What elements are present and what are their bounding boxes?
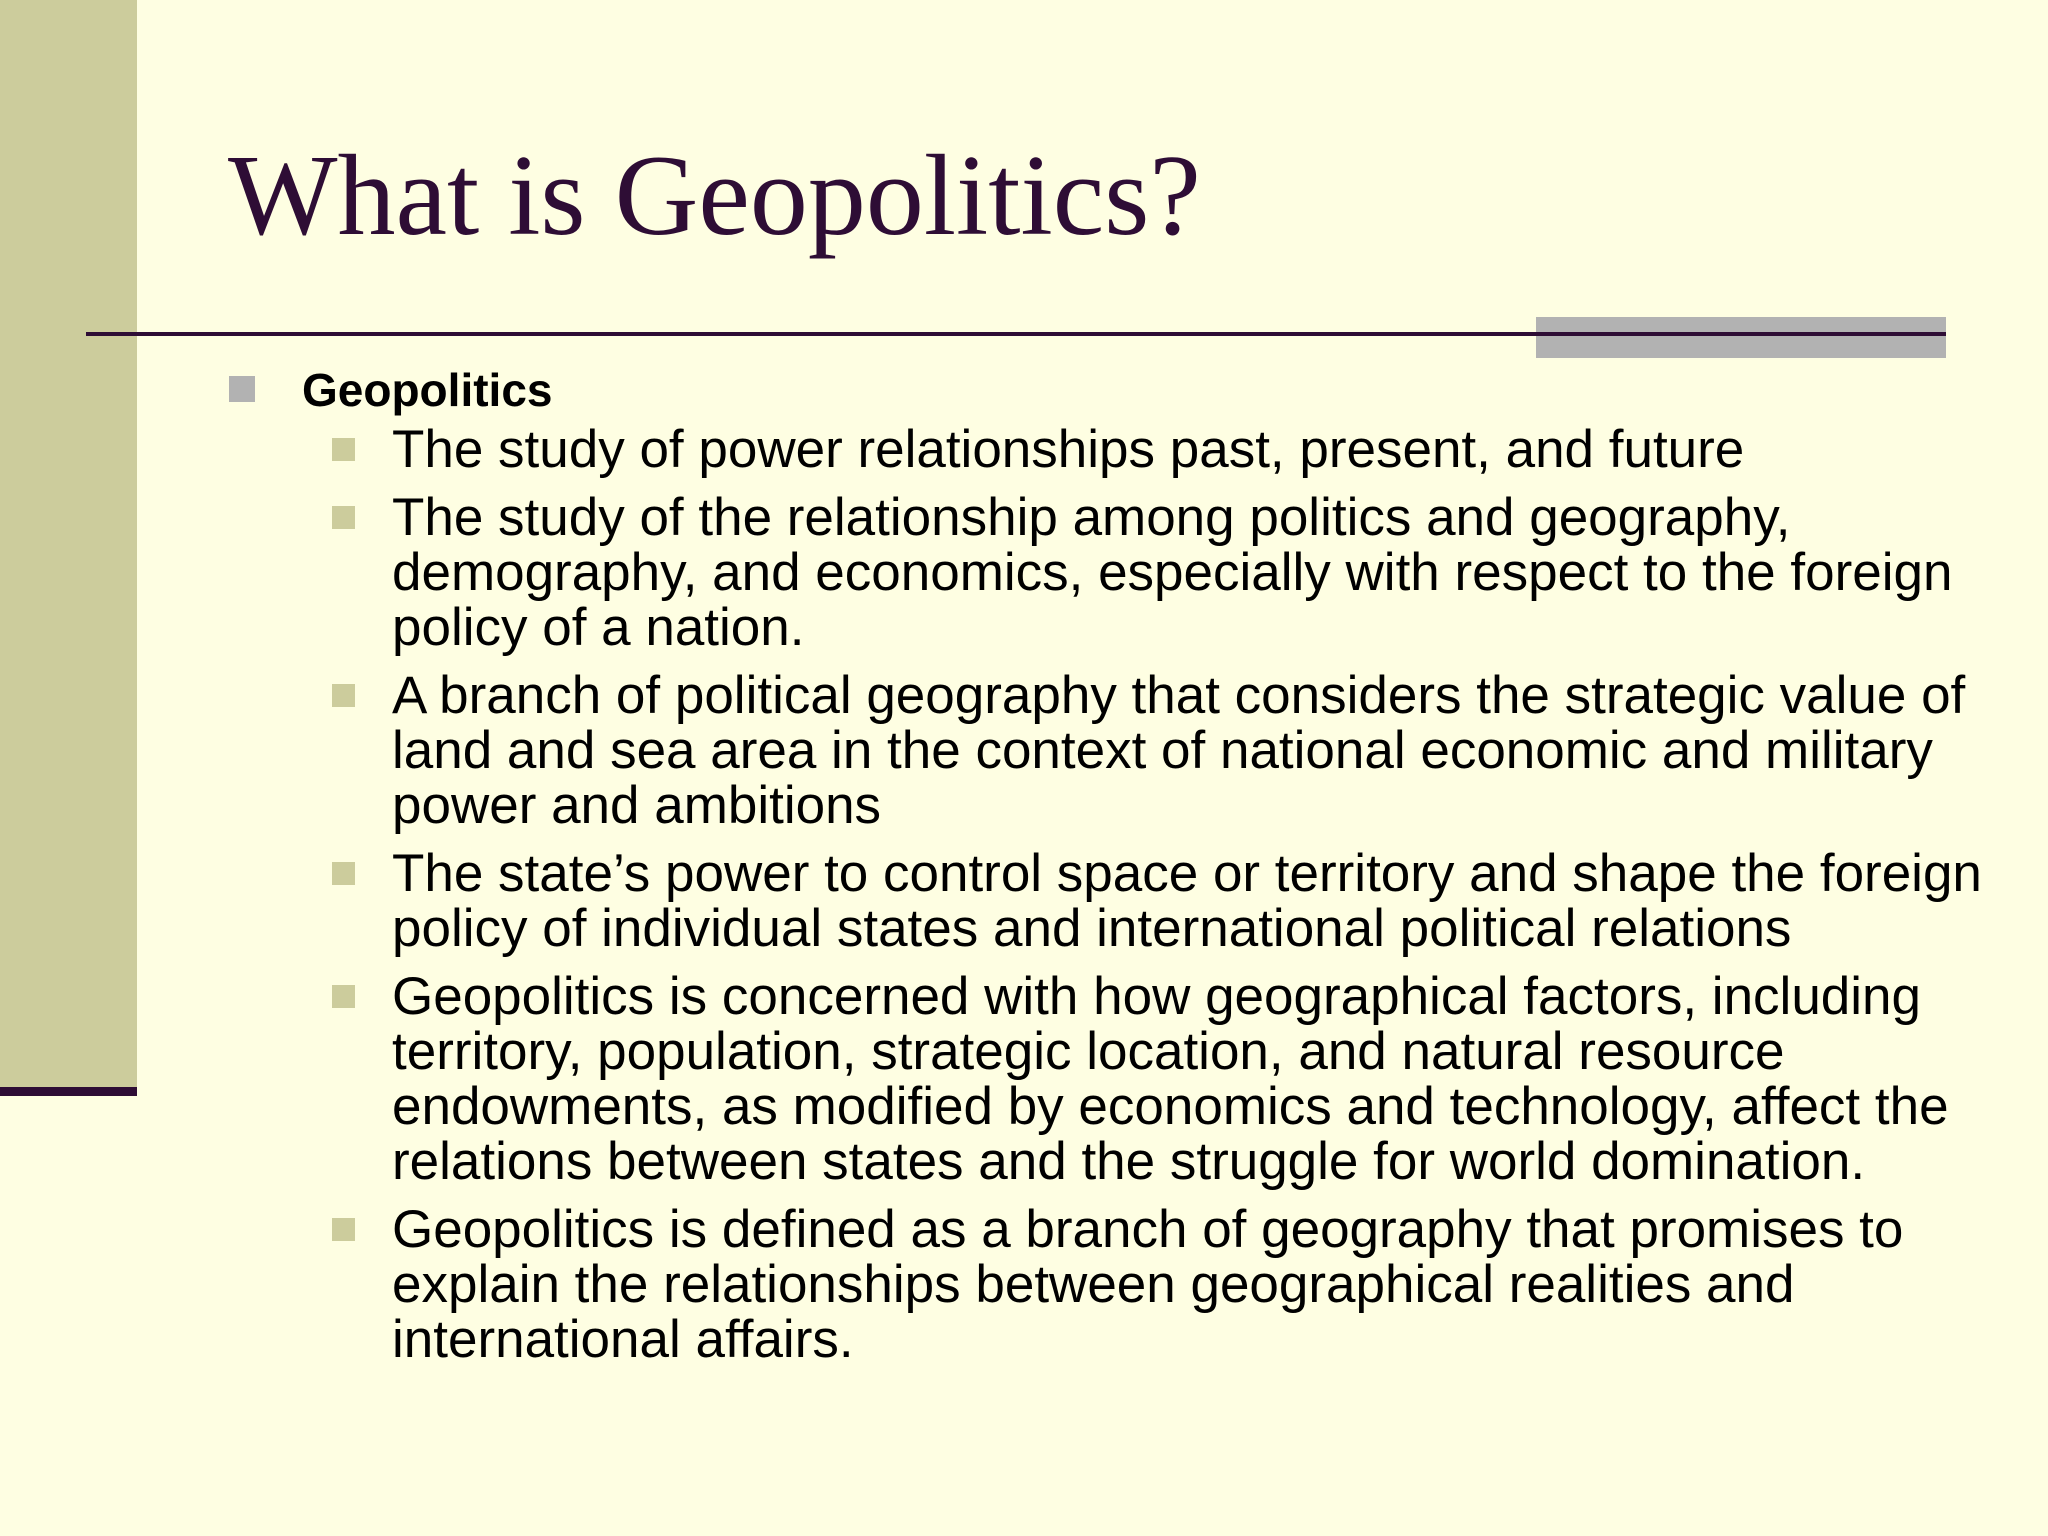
sub-bullet-item [0, 969, 2048, 1189]
title-divider-accent-line [1536, 332, 1946, 336]
square-bullet-icon [332, 985, 355, 1008]
sub-bullet-text: Geopolitics is concerned with how geographical factors, including territory, population, strategic location, and natural resource endowments, as modified by economics and technology, affect the relations between states and the struggle for world domination. [392, 967, 1949, 1191]
sub-bullet-text: Geopolitics is defined as a branch of geography that promises to explain the relationships between geographical realities and international affairs. [392, 1200, 1904, 1369]
square-bullet-icon [332, 506, 355, 529]
sub-bullet-item [0, 846, 2048, 956]
title-divider-accent [1536, 317, 1946, 358]
bullet-item [0, 362, 2048, 418]
sub-bullet-item [0, 668, 2048, 833]
sub-bullet-text: A branch of political geography that considers the strategic value of land and sea area in the context of national economic and military power and ambitions [392, 666, 1966, 835]
square-bullet-icon [332, 684, 355, 707]
square-bullet-icon [229, 376, 255, 402]
square-bullet-icon [332, 438, 355, 461]
sub-bullet-text: The study of the relationship among politics and geography, demography, and economics, especially with respect to the foreign policy of a nation. [392, 488, 1953, 657]
slide-title: What is Geopolitics? [228, 132, 1201, 260]
sub-bullet-item [0, 1202, 2048, 1367]
slide-body [0, 362, 2048, 1380]
sub-bullet-text: The study of power relationships past, present, and future [392, 420, 1745, 479]
square-bullet-icon [332, 1218, 355, 1241]
square-bullet-icon [332, 862, 355, 885]
sub-bullet-text: The state’s power to control space or territory and shape the foreign policy of individual states and international political relations [392, 844, 1982, 958]
sub-bullet-item [0, 490, 2048, 655]
sub-bullet-item [0, 422, 2048, 477]
bullet-text: Geopolitics [302, 364, 553, 416]
